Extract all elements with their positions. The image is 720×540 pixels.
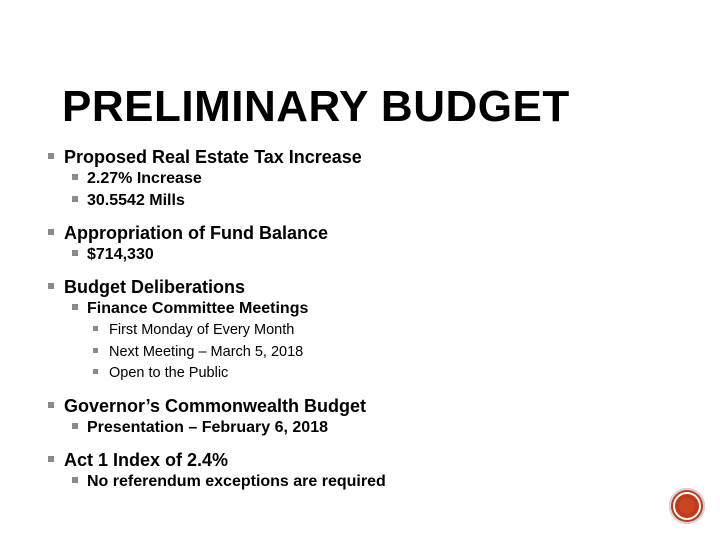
square-bullet-icon [72,477,78,483]
square-bullet-icon [48,153,54,159]
square-bullet-icon [93,348,98,353]
sub-sub-bullet-item [93,342,688,364]
sub-sub-bullet-item [93,320,688,342]
sub-bullet-text: Finance Committee Meetings [87,300,309,317]
sub-bullet-text: No referendum exceptions are required [87,472,386,490]
sub-bullet-item [72,471,688,493]
sub-bullet-text: $714,330 [87,246,154,263]
sub-bullet-item [72,190,688,212]
square-bullet-icon [72,250,78,256]
bullet-list [48,146,688,493]
sub-bullet-text: 30.5542 Mills [87,192,185,209]
sub-bullet-item [72,417,688,439]
square-bullet-icon [48,229,54,235]
square-bullet-icon [93,369,98,374]
square-bullet-icon [72,196,78,202]
square-bullet-icon [72,304,78,310]
square-bullet-icon [48,456,54,462]
sub-sub-bullet-item [93,363,688,385]
sub-bullet-item [72,244,688,266]
bullet-text: Budget Deliberations [64,277,246,297]
bullet-text: Governor’s Commonwealth Budget [64,395,367,416]
square-bullet-icon [72,423,78,429]
bullet-text: Act 1 Index of 2.4% [64,449,229,470]
slide-title: PRELIMINARY BUDGET [62,82,570,131]
sub-sub-bullet-text: First Monday of Every Month [109,322,295,338]
sub-bullet-text: 2.27% Increase [87,170,202,187]
square-bullet-icon [48,402,54,408]
bullet-item [48,395,688,417]
square-bullet-icon [48,283,54,289]
bullet-item [48,222,688,244]
sub-bullet-item [72,298,688,320]
square-bullet-icon [72,174,78,180]
logo-core [679,498,695,514]
bullet-item [48,146,688,168]
sub-sub-bullet-text: Next Meeting – March 5, 2018 [109,343,304,360]
square-bullet-icon [93,326,98,331]
bullet-item [48,276,688,298]
sub-bullet-item [72,168,688,190]
bullet-text: Appropriation of Fund Balance [64,223,328,243]
sub-bullet-text: Presentation – February 6, 2018 [87,418,328,436]
circle-logo-icon [669,488,705,524]
bullet-item [48,449,688,471]
sub-sub-bullet-text: Open to the Public [109,365,229,381]
bullet-text: Proposed Real Estate Tax Increase [64,147,362,167]
